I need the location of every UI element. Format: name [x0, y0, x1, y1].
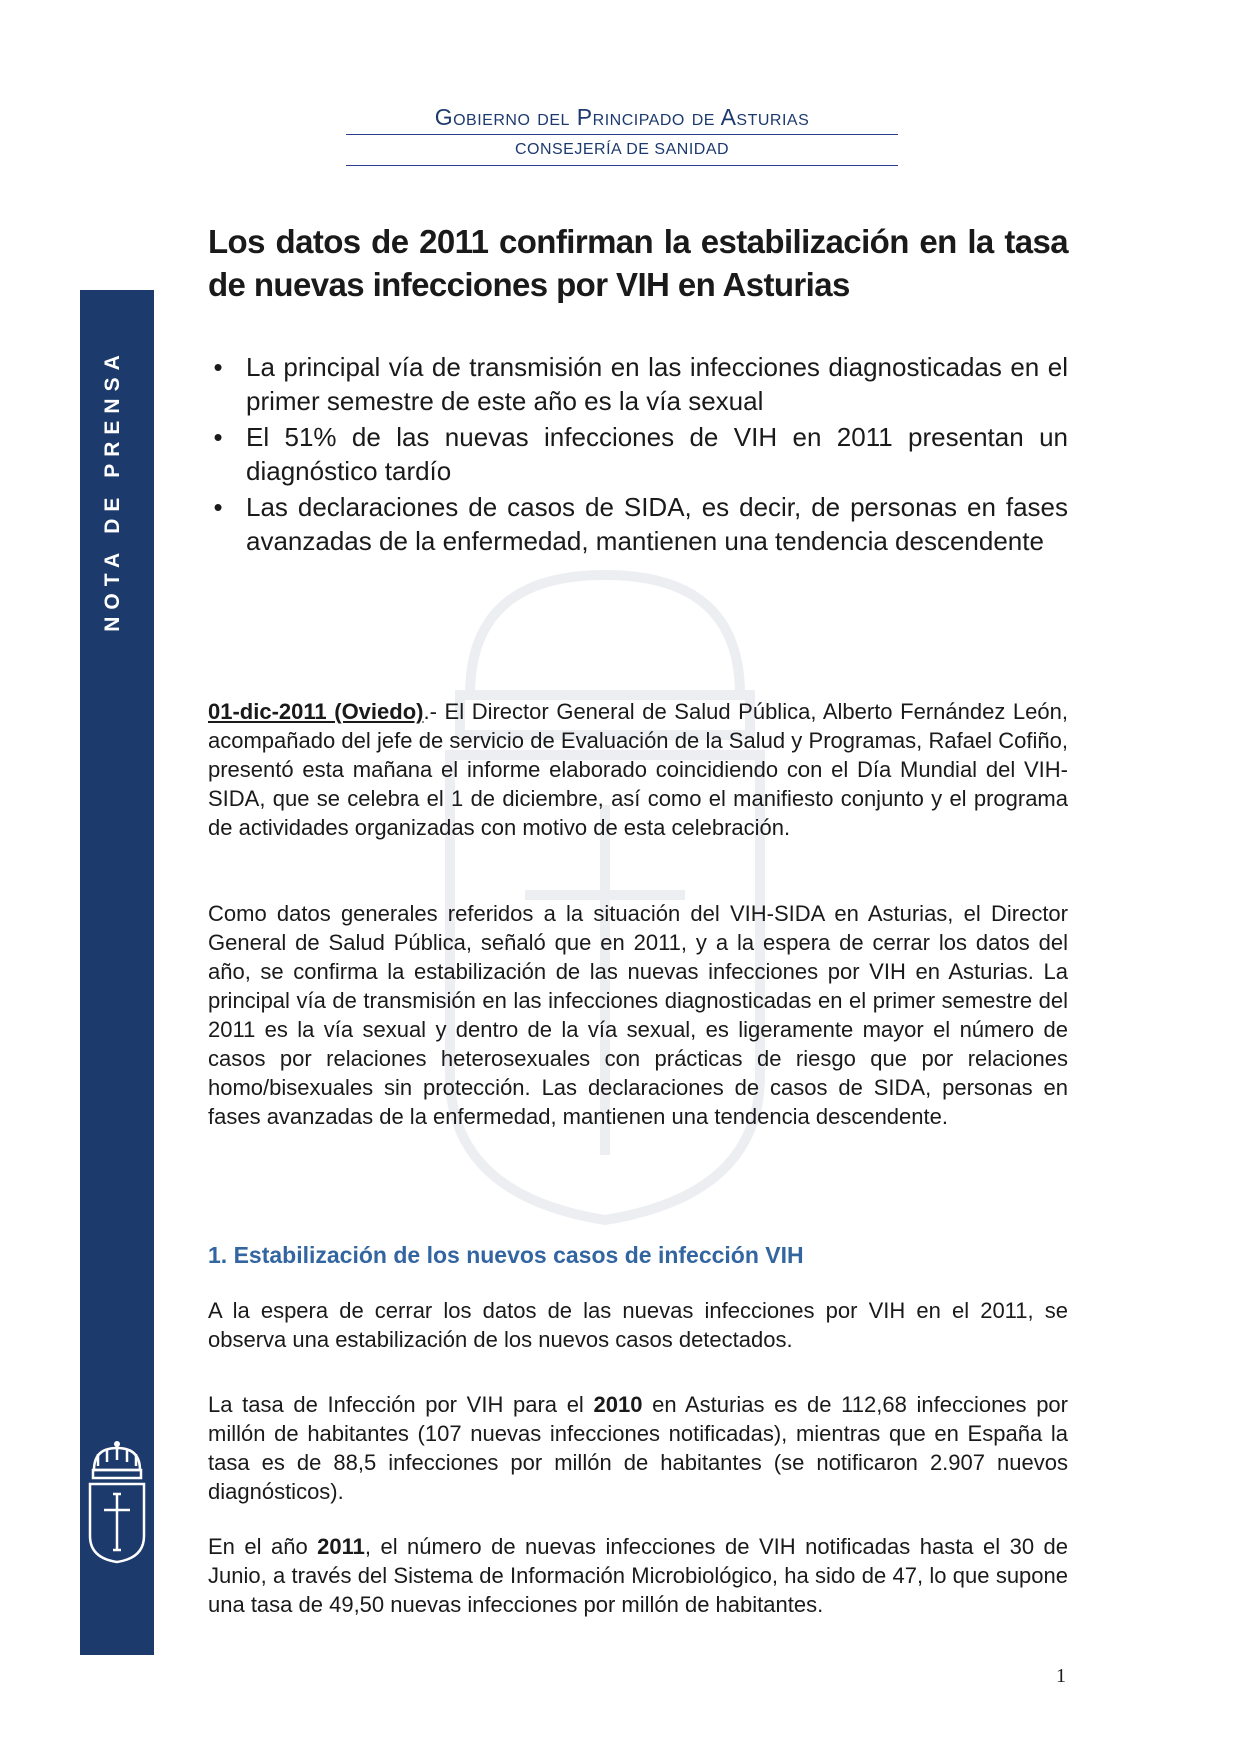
press-release-label: NOTA DE PRENSA	[101, 348, 124, 632]
section-heading: 1. Estabilización de los nuevos casos de infección VIH	[208, 1242, 804, 1268]
government-name: Gobierno del Principado de Asturias	[434, 104, 810, 130]
bullet-item: • El 51% de las nuevas infecciones de VIH en 2011 presentan un diagnóstico tardío	[213, 422, 1068, 486]
letterhead	[346, 100, 898, 166]
bullet-item: • La principal vía de transmisión en las infecciones diagnosticadas en el primer semestre de este año es la vía sexual	[213, 352, 1068, 416]
section-heading-block	[208, 1240, 1068, 1270]
summary-bullets	[208, 350, 1068, 560]
paragraph-general-data: Como datos generales referidos a la situación del VIH-SIDA en Asturias, el Director General de Salud Pública, señaló que en 2011, y a la espera de cerrar los datos del año, se confirma la estabilización de las nuevas infecciones por VIH en Asturias. La principal vía de transmisión en las infecciones diagnosticadas en el primer semestre del 2011 es la vía sexual y dentro de la vía sexual, es ligeramente mayor el número de casos por relaciones heterosexuales con prácticas de riesgo que por relaciones homo/bisexuales sin protección. Las declaraciones de casos de SIDA, personas en fases avanzadas de la enfermedad, mantienen una tendencia descendente.	[208, 901, 1068, 1129]
crest-watermark-icon	[430, 555, 780, 1235]
department-name: CONSEJERÍA DE SANIDAD	[514, 141, 730, 158]
headline: Los datos de 2011 confirman la estabilización en la tasa de nuevas infecciones por VIH en Asturias	[208, 223, 1068, 303]
header-rule-bottom	[346, 165, 898, 166]
body-paragraph	[208, 899, 1068, 1131]
page-number: 1	[1056, 1665, 1066, 1687]
paragraph-2010-rate: La tasa de Infección por VIH para el 2010 en Asturias es de 112,68 infecciones por millón de habitantes (107 nuevas infecciones notificadas), mientras que en España la tasa es de 88,5 infecciones por millón de habitantes (se notificaron 2.907 nuevos diagnósticos).	[208, 1392, 1068, 1504]
intro-paragraph	[208, 697, 1068, 842]
dateline: 01-dic-2011 (Oviedo)	[208, 699, 424, 724]
asturias-crest-icon	[84, 1440, 150, 1566]
paragraph-2011-rate: En el año 2011, el número de nuevas infecciones de VIH notificadas hasta el 30 de Junio, a través del Sistema de Información Microbiológico, ha sido de 47, lo que supone una tasa de 49,50 nuevas infecciones por millón de habitantes.	[208, 1534, 1069, 1617]
year-2011: 2011	[317, 1534, 365, 1559]
headline-block	[208, 220, 1068, 306]
section-paragraph	[208, 1296, 1068, 1354]
section-paragraph	[208, 1532, 1068, 1619]
year-2010: 2010	[593, 1392, 643, 1417]
intro-text: .- El Director General de Salud Pública, Alberto Fernández León, acompañado del jefe de servicio de Evaluación de la Salud y Programas, Rafael Cofiño, presentó esta mañana el informe elaborado coincidiendo con el Día Mundial del VIH-SIDA, que se celebra el 1 de diciembre, así como el manifiesto conjunto y el programa de actividades organizadas con motivo de esta celebración.	[208, 699, 1068, 840]
section-paragraph	[208, 1390, 1068, 1506]
bullet-item: • Las declaraciones de casos de SIDA, es decir, de personas en fases avanzadas de la enfermedad, mantienen una tendencia descendente	[213, 492, 1068, 556]
paragraph-stabilization: A la espera de cerrar los datos de las nuevas infecciones por VIH en el 2011, se observa una estabilización de los nuevos casos detectados.	[208, 1298, 1068, 1352]
